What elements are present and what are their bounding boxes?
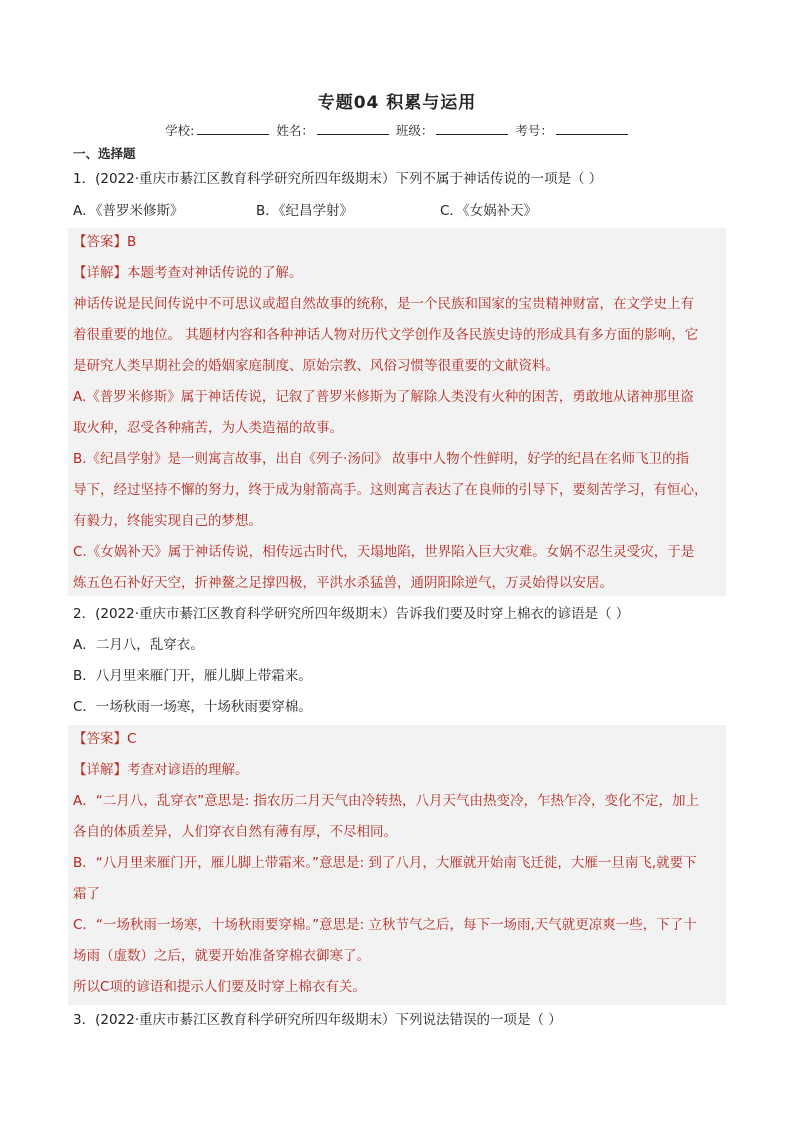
explain-line-c: 场雨（虚数）之后，就要开始准备穿棉衣御寒了。	[73, 948, 370, 964]
school-label: 学校:	[165, 123, 195, 138]
explain-line-b: 导下，经过坚持不懈的努力，终于成为射箭高手。这则寓言表达了在良师的引导下，要刻苦学习，有恒心，	[73, 482, 708, 498]
question-2-option-a: A．二月八，乱穿衣。	[73, 637, 204, 653]
detail-intro: 考查对谚语的理解。	[127, 762, 249, 778]
page-title: 专题04 积累与运用	[317, 93, 477, 113]
explain-line: 着很重要的地位。 其题材内容和各种神话人物对历代文学创作及各民族史诗的形成具有多方面的影响，它	[73, 327, 699, 343]
detail-label: 【详解】	[73, 265, 127, 281]
explain-line-b: 有毅力，终能实现自己的梦想。	[73, 513, 262, 529]
section-title: 一、选择题	[73, 146, 136, 161]
school-blank	[197, 122, 269, 135]
explain-line-b: B.《纪昌学射》是一则寓言故事，出自《列子·汤问》 故事中人物个性鲜明，好学的纪昌在名师飞卫的指	[73, 451, 690, 467]
explain-line: 神话传说是民间传说中不可思议或超自然故事的统称，是一个民族和国家的宝贵精神财富，在文学史上有	[73, 296, 694, 312]
class-label: 班级：	[395, 123, 434, 138]
question-1-option-a: A．《普罗米修斯》	[73, 203, 184, 219]
question-2-answer: 【答案】C	[73, 731, 137, 747]
detail-label: 【详解】	[73, 762, 127, 778]
explain-line-a: A.《普罗米修斯》属于神话传说，记叙了普罗米修斯为了解除人类没有火种的困苦，勇敢地从诸神那里盗	[73, 389, 694, 405]
explain-line-c: 炼五色石补好天空，折神鳌之足撑四极，平洪水杀猛兽，通阴阳除逆气，万灵始得以安居。	[73, 575, 613, 591]
explain-line: 是研究人类早期社会的婚姻家庭制度、原始宗教、风俗习惯等很重要的文献资料。	[73, 358, 559, 374]
question-1-option-c: C．《女娲补天》	[440, 203, 538, 219]
explain-line-a: 取火种，忍受各种痛苦，为人类造福的故事。	[73, 420, 343, 436]
explain-line-b: 霜了	[73, 886, 100, 902]
exam-number-label: 考号：	[515, 123, 553, 138]
question-2-conclusion: 所以C项的谚语和提示人们要及时穿上棉衣有关。	[73, 979, 366, 995]
explain-line-c: C．“一场秋雨一场寒，十场秋雨要穿棉。”意思是: 立秋节气之后，每下一场雨,天气就更凉爽一些，下了十	[73, 917, 697, 933]
name-label: 姓名：	[276, 123, 314, 138]
question-1-answer-block	[68, 228, 726, 596]
class-blank	[436, 122, 508, 135]
question-2-stem: 2．(2022·重庆市綦江区教育科学研究所四年级期末）告诉我们要及时穿上棉衣的谚语是（ ）	[73, 606, 630, 622]
question-1-detail	[73, 263, 723, 283]
question-1-stem: 1．(2022·重庆市綦江区教育科学研究所四年级期末）下列不属于神话传说的一项是（ ）	[73, 171, 603, 187]
detail-intro: 本题考查对神话传说的了解。	[127, 265, 303, 281]
explain-line-b: B．“八月里来雁门开，雁儿脚上带霜来。”意思是: 到了八月，大雁就开始南飞迁徙，大雁一旦南飞,就要下	[73, 855, 697, 871]
question-1-option-b: B．《纪昌学射》	[256, 203, 354, 219]
name-blank	[317, 122, 389, 135]
explain-line-a: A．“二月八，乱穿衣”意思是: 指农历二月天气由冷转热，八月天气由热变冷，乍热乍冷，变化不定，加上	[73, 793, 700, 809]
explain-line-a: 各自的体质差异，人们穿衣自然有薄有厚，不尽相同。	[73, 824, 397, 840]
question-3-stem: 3．(2022·重庆市綦江区教育科学研究所四年级期末）下列说法错误的一项是（ ）	[73, 1012, 562, 1028]
question-1-answer: 【答案】B	[73, 234, 137, 250]
explain-line-c: C.《女娲补天》属于神话传说，相传远古时代，天塌地陷，世界陷入巨大灾难。女娲不忍生灵受灾，于是	[73, 544, 695, 560]
exam-number-blank	[556, 122, 628, 135]
question-2-option-b: B．八月里来雁门开，雁儿脚上带霜来。	[73, 668, 312, 684]
student-info-row	[0, 121, 794, 139]
question-2-detail	[73, 760, 723, 780]
question-2-option-c: C．一场秋雨一场寒，十场秋雨要穿棉。	[73, 699, 312, 715]
